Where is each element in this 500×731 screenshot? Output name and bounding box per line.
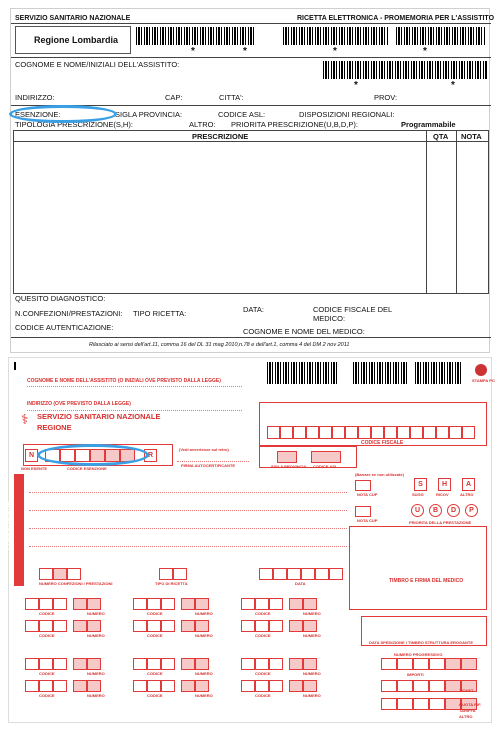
entry-cell[interactable]: [371, 426, 384, 439]
entry-cell[interactable]: [273, 568, 287, 580]
legal-footer: Rilasciato ai sensi dell'art.11, comma 16 del DL 31 mag 2010,n.78 e dell'art.1, comma 4 del DM 2 nov 2011: [89, 342, 350, 348]
date-label: DATA:: [243, 305, 264, 314]
code-cell[interactable]: [255, 620, 269, 632]
programmable-label: Programmabile: [401, 120, 456, 129]
entry-cell[interactable]: [413, 658, 429, 670]
code-cell[interactable]: [241, 680, 255, 692]
entry-cell[interactable]: [306, 426, 319, 439]
flag-label: ALTRO: [460, 492, 474, 497]
priority-p-option[interactable]: P: [465, 504, 478, 517]
code-cell[interactable]: [269, 658, 283, 670]
stamp-label: STAMPA PC: [472, 378, 495, 383]
code-cell[interactable]: [269, 598, 283, 610]
number-label: NUMERO: [87, 611, 105, 616]
number-label: NUMERO: [87, 633, 105, 638]
fiscal-code-cells: [267, 426, 479, 439]
code-cell[interactable]: [195, 680, 209, 692]
entry-cell[interactable]: [429, 680, 445, 692]
code-cell[interactable]: [133, 598, 147, 610]
code-cell[interactable]: [25, 658, 39, 670]
entry-cell[interactable]: [384, 426, 397, 439]
entry-cell[interactable]: [429, 698, 445, 710]
entry-cell[interactable]: [332, 426, 345, 439]
code-cell[interactable]: [73, 680, 87, 692]
recipe-type-label: TIPO RICETTA:: [133, 309, 187, 318]
date-label: DATA: [295, 581, 306, 586]
entry-cell[interactable]: [461, 658, 477, 670]
code-cell[interactable]: [87, 598, 101, 610]
code-cell[interactable]: [133, 658, 147, 670]
amounts-label: IMPORTI: [407, 672, 424, 677]
code-cell[interactable]: [289, 598, 303, 610]
number-label: NUMERO: [195, 693, 213, 698]
ticket-label: TICKET: [459, 688, 474, 693]
entry-cell[interactable]: [315, 568, 329, 580]
code-cell[interactable]: [269, 620, 283, 632]
code-cell[interactable]: [87, 620, 101, 632]
entry-cell[interactable]: [445, 658, 461, 670]
code-label: CODICE: [255, 693, 271, 698]
number-label: NUMERO: [303, 693, 321, 698]
entry-cell[interactable]: [423, 426, 436, 439]
unused-boxes-note: (Barrare se non utilizzate): [355, 472, 404, 477]
entry-cell[interactable]: [319, 426, 332, 439]
code-label: CODICE: [39, 693, 55, 698]
asl-code-label: CODICE ASL: [313, 464, 338, 469]
qty-column: QTA: [433, 132, 449, 141]
priority-u-option[interactable]: U: [411, 504, 424, 517]
priority-d-option[interactable]: D: [447, 504, 460, 517]
barcode-3: [396, 27, 486, 45]
city-label: CITTA':: [219, 93, 244, 102]
doctor-fiscal-label: CODICE FISCALE DEL MEDICO:: [313, 305, 392, 323]
entry-cell[interactable]: [301, 568, 315, 580]
code-cell[interactable]: [303, 620, 317, 632]
flag-label: RICOV: [436, 492, 449, 497]
code-label: CODICE: [147, 633, 163, 638]
priority-label: PRIORITA PRESCRIZIONE(U,B,D,P):: [231, 120, 358, 129]
doctor-stamp-box: [349, 526, 487, 610]
code-cell[interactable]: [25, 598, 39, 610]
code-cell[interactable]: [53, 658, 67, 670]
code-cell[interactable]: [161, 598, 175, 610]
entry-cell[interactable]: [397, 426, 410, 439]
entry-cell[interactable]: [267, 426, 280, 439]
entry-cell[interactable]: [345, 426, 358, 439]
code-cell[interactable]: [181, 620, 195, 632]
ssn-header: SERVIZIO SANITARIO NAZIONALE: [15, 15, 131, 22]
cup-note-label-2: NOTA CUP: [357, 518, 378, 523]
entry-cell[interactable]: [462, 426, 475, 439]
code-cell[interactable]: [25, 680, 39, 692]
code-cell[interactable]: [87, 658, 101, 670]
code-cell[interactable]: [53, 680, 67, 692]
red-paper-prescription: [3, 357, 495, 723]
code-label: CODICE: [147, 611, 163, 616]
prescription-column: PRESCRIZIONE: [192, 132, 249, 141]
reminder-header: RICETTA ELETTRONICA - PROMEMORIA PER L'ASSISTITO: [297, 15, 495, 22]
address-label: INDIRIZZO:: [15, 93, 55, 102]
cap-label: CAP:: [165, 93, 183, 102]
code-cell[interactable]: [181, 658, 195, 670]
code-cell[interactable]: [303, 598, 317, 610]
auth-label: CODICE AUTENTICAZIONE:: [15, 323, 114, 332]
entry-cell[interactable]: [381, 680, 397, 692]
code-cell[interactable]: [39, 620, 53, 632]
request-type-label: TIPOLOGIA PRESCRIZIONE(S,H):: [15, 120, 133, 129]
province-label: SIGLA PROVINCIA:: [115, 110, 183, 119]
code-cell[interactable]: [195, 620, 209, 632]
packages-label: NUMERO CONFEZIONI / PRESTAZIONI: [39, 581, 113, 586]
flag-s-box[interactable]: S: [414, 478, 427, 491]
code-cell[interactable]: [73, 598, 87, 610]
code-cell[interactable]: [255, 680, 269, 692]
number-label: NUMERO: [303, 611, 321, 616]
non-exempt-label: NON ESENTE: [21, 466, 48, 471]
code-cell[interactable]: [289, 680, 303, 692]
self-cert-note: (Vedi avvertenze sul retro): [179, 447, 229, 452]
exemption-label: ESENZIONE:: [15, 110, 61, 119]
code-cell[interactable]: [161, 620, 175, 632]
asl-label: CODICE ASL:: [218, 110, 266, 119]
code-cell[interactable]: [39, 680, 53, 692]
entry-cell[interactable]: [429, 658, 445, 670]
code-label: CODICE: [255, 633, 271, 638]
barcode-1: [136, 27, 254, 45]
region-box: [15, 26, 131, 54]
code-label: CODICE: [39, 633, 55, 638]
code-cell[interactable]: [161, 658, 175, 670]
patient-name-label: COGNOME E NOME/INIZIALI DELL'ASSISTITO:: [15, 60, 180, 69]
progressive-cells: [381, 658, 477, 670]
code-cell[interactable]: [161, 680, 175, 692]
code-cell[interactable]: [25, 620, 39, 632]
entry-cell[interactable]: [381, 698, 397, 710]
doctor-name-label: COGNOME E NOME DEL MEDICO:: [243, 327, 365, 336]
entry-cell[interactable]: [358, 426, 371, 439]
entry-cell[interactable]: [410, 426, 423, 439]
bottom-patient-label: COGNOME E NOME DELL'ASSISTITO (O INIZIALI OVE PREVISTO DALLA LEGGE): [27, 378, 221, 384]
code-cell[interactable]: [147, 680, 161, 692]
r-box[interactable]: R: [144, 449, 157, 462]
prescription-table: [13, 130, 489, 294]
code-cell[interactable]: [87, 680, 101, 692]
code-cell[interactable]: [195, 598, 209, 610]
progressive-label: NUMERO PROGRESSIVO: [394, 652, 443, 657]
entry-cell[interactable]: [413, 698, 429, 710]
code-cell[interactable]: [73, 620, 87, 632]
dispensing-label: DATA SPEDIZIONE / TIMBRO STRUTTURA EROGANTE: [369, 640, 473, 645]
number-label: NUMERO: [195, 633, 213, 638]
bottom-ssn-title: SERVIZIO SANITARIO NAZIONALE: [37, 412, 161, 421]
flag-h-box[interactable]: H: [438, 478, 451, 491]
code-label: CODICE: [147, 693, 163, 698]
regional-label: DISPOSIZIONI REGIONALI:: [299, 110, 395, 119]
prov-label: PROV:: [374, 93, 398, 102]
number-label: NUMERO: [195, 611, 213, 616]
code-label: CODICE: [39, 611, 55, 616]
code-cell[interactable]: [53, 598, 67, 610]
flag-a-box[interactable]: A: [462, 478, 475, 491]
entry-cell[interactable]: [293, 426, 306, 439]
bottom-region: REGIONE: [37, 423, 72, 432]
code-cell[interactable]: [241, 620, 255, 632]
code-label: CODICE: [39, 671, 55, 676]
fiscal-code-label: CODICE FISCALE: [361, 440, 404, 446]
cup-note-label: NOTA CUP: [357, 492, 378, 497]
province-code-label: SIGLA PROVINCIA: [271, 464, 307, 469]
priority-b-option[interactable]: B: [429, 504, 442, 517]
bottom-address-label: INDIRIZZO (OVE PREVISTO DALLA LEGGE): [27, 401, 131, 407]
self-cert-sign-label: FIRMA AUTOCERTIFICANTE: [181, 463, 236, 468]
number-label: NUMERO: [87, 671, 105, 676]
non-exempt-box[interactable]: N: [25, 449, 38, 462]
code-cell[interactable]: [147, 620, 161, 632]
code-cell[interactable]: [39, 598, 53, 610]
patient-barcode: [323, 61, 488, 79]
entry-cell[interactable]: [413, 680, 429, 692]
code-cell[interactable]: [269, 680, 283, 692]
number-label: NUMERO: [303, 633, 321, 638]
note-column: NOTA: [461, 132, 482, 141]
packages-label: N.CONFEZIONI/PRESTAZIONI:: [15, 309, 123, 318]
priority-label: PRIORITA DELLA PRESTAZIONE: [409, 520, 472, 525]
quota-label: QUOTA RIF. TARIFFA ALTRO: [459, 702, 482, 719]
entry-cell[interactable]: [397, 698, 413, 710]
date-cells: [259, 568, 343, 580]
code-cell[interactable]: [289, 658, 303, 670]
entry-cell[interactable]: [397, 658, 413, 670]
exemption-code-highlight: [37, 444, 149, 466]
exemption-code-label: CODICE ESENZIONE: [67, 466, 107, 471]
number-label: NUMERO: [195, 671, 213, 676]
code-cell[interactable]: [289, 620, 303, 632]
code-cell[interactable]: [255, 598, 269, 610]
code-label: CODICE: [255, 611, 271, 616]
entry-cell[interactable]: [397, 680, 413, 692]
number-label: NUMERO: [303, 671, 321, 676]
code-cell[interactable]: [181, 680, 195, 692]
entry-cell[interactable]: [280, 426, 293, 439]
code-cell[interactable]: [241, 598, 255, 610]
code-cell[interactable]: [133, 620, 147, 632]
code-cell[interactable]: [73, 658, 87, 670]
code-cell[interactable]: [303, 680, 317, 692]
code-cell[interactable]: [241, 658, 255, 670]
code-cell[interactable]: [147, 658, 161, 670]
region-name: Regione Lombardia: [34, 35, 119, 45]
flag-label: SUGG: [412, 492, 424, 497]
entry-cell[interactable]: [436, 426, 449, 439]
code-cell[interactable]: [53, 620, 67, 632]
code-cell[interactable]: [39, 658, 53, 670]
code-cell[interactable]: [147, 598, 161, 610]
electronic-prescription-reminder: SERVIZIO SANITARIO NAZIONALE RICETTA ELETTRONICA - PROMEMORIA PER L'ASSISTITO Regione Lombardia * * * * COGNOME E NOME/INIZIALI DELL'ASSISTITO: * * INDIRIZZO: CAP: CITTA': PROV: ESENZIONE: SIGLA PROVINCIA: CODICE ASL: DISPOSIZIONI REGIONALI: TIPOLOGIA PRESCRIZIONE(S,H): ALTRO: PRIORITA PRESCRIZIONE(U,B,D,P): Programmabile PRESCRIZIONE QTA NOTA QUESITO DIAGNOSTICO: N.CONFEZIONI/PRESTAZIONI: TIPO RICETTA: DATA: CODICE FISCALE DEL MEDICO: CODICE AUTENTICAZIONE: COGNOME E NOME DEL MEDICO: Rilasciato ai sensi dell'art.11, comma 16 del DL 31 mag 2010,n.78 e dell'art.1, comma 4 del DM 2 nov 2011: [10, 8, 490, 353]
prescription-vertical-label: PRESCRIZIONE: [3, 501, 11, 550]
other-label: ALTRO:: [189, 120, 216, 129]
exemption-highlight: [9, 105, 117, 123]
code-label: CODICE: [147, 671, 163, 676]
doctor-sign-label: TIMBRO E FIRMA DEL MEDICO: [389, 578, 464, 584]
diagnosis-label: QUESITO DIAGNOSTICO:: [15, 294, 106, 303]
code-cell[interactable]: [303, 658, 317, 670]
code-cell[interactable]: [181, 598, 195, 610]
number-label: NUMERO: [87, 693, 105, 698]
entry-cell[interactable]: [329, 568, 343, 580]
prescription-strip: [14, 474, 24, 586]
entry-cell[interactable]: [259, 568, 273, 580]
entry-cell[interactable]: [449, 426, 462, 439]
caduceus-icon: ⚕: [21, 411, 29, 427]
code-cell[interactable]: [195, 658, 209, 670]
entry-cell[interactable]: [381, 658, 397, 670]
recipe-type-label: TIPO DI RICETTA: [155, 581, 188, 586]
code-cell[interactable]: [133, 680, 147, 692]
entry-cell[interactable]: [287, 568, 301, 580]
barcode-2: [283, 27, 388, 45]
code-label: CODICE: [255, 671, 271, 676]
code-cell[interactable]: [255, 658, 269, 670]
